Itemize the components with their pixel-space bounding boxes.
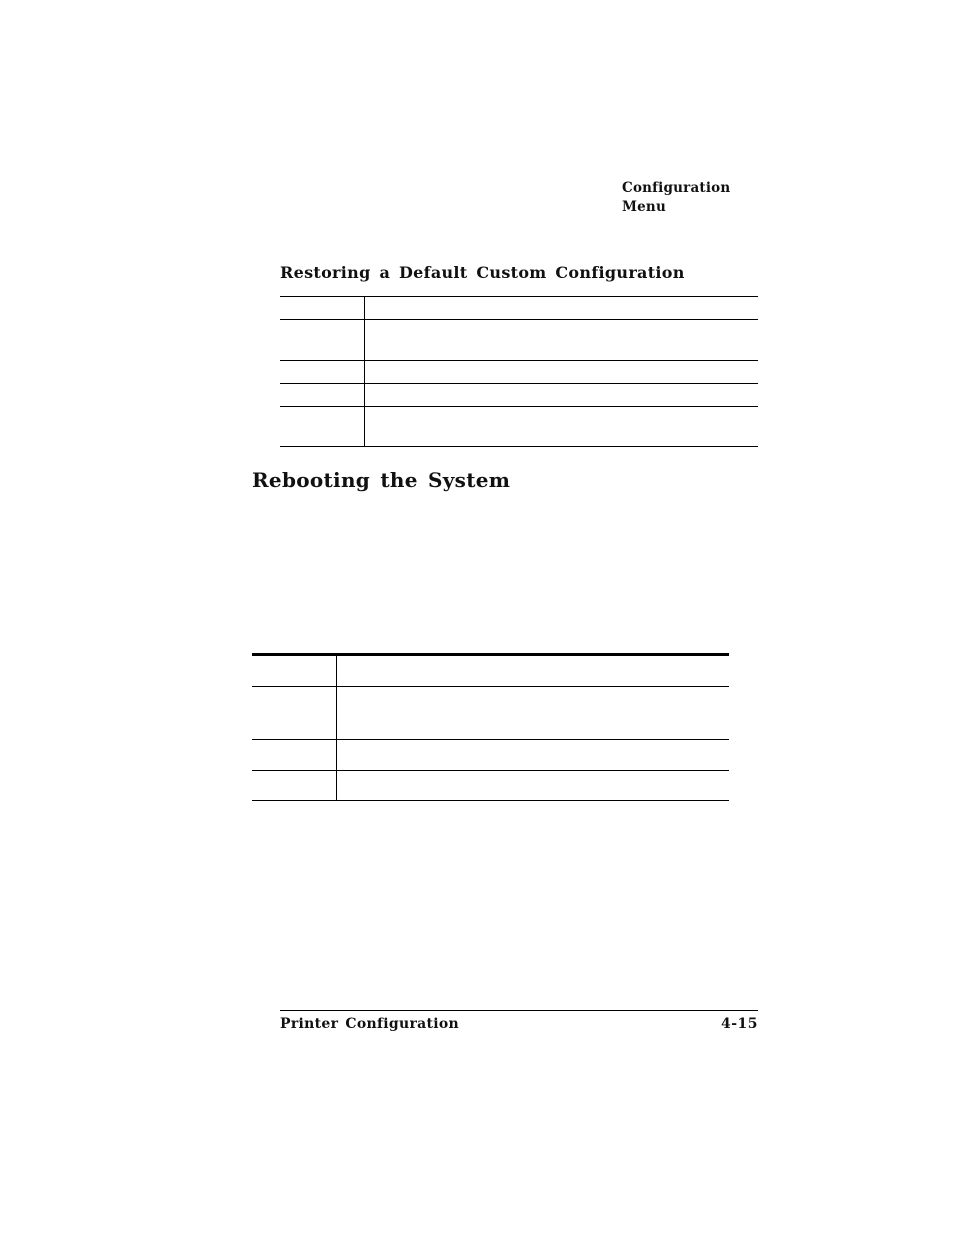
table-row (280, 320, 758, 361)
table-cell (337, 687, 730, 740)
table-cell (337, 771, 730, 801)
restore-steps-table (280, 296, 758, 447)
footer-rule (280, 1010, 758, 1011)
reboot-steps-table (252, 653, 729, 801)
running-head-line-1: Configuration (622, 180, 731, 196)
table-cell (252, 687, 337, 740)
table-cell (365, 361, 759, 384)
restore-section-title: Restoring a Default Custom Configuration (280, 263, 685, 282)
table-cell (365, 384, 759, 407)
table-cell (252, 655, 337, 687)
table-cell (365, 297, 759, 320)
table-cell (252, 740, 337, 771)
footer-chapter-title: Printer Configuration (280, 1016, 460, 1032)
table-cell (337, 655, 730, 687)
footer-page-number: 4-15 (720, 1016, 758, 1032)
table-row (280, 384, 758, 407)
table-row (280, 361, 758, 384)
table-row (280, 407, 758, 447)
table-row (252, 655, 729, 687)
table-cell (280, 297, 365, 320)
table-row (252, 740, 729, 771)
reboot-section-title: Rebooting the System (252, 468, 511, 492)
table-cell (252, 771, 337, 801)
table-cell (365, 320, 759, 361)
table-cell (280, 407, 365, 447)
table-cell (337, 740, 730, 771)
table-row (252, 687, 729, 740)
table-cell (280, 320, 365, 361)
table-cell (280, 361, 365, 384)
running-head (622, 179, 730, 217)
table-row (252, 771, 729, 801)
table-row (280, 297, 758, 320)
table-cell (365, 407, 759, 447)
running-head-line-2: Menu (622, 199, 666, 215)
table-cell (280, 384, 365, 407)
